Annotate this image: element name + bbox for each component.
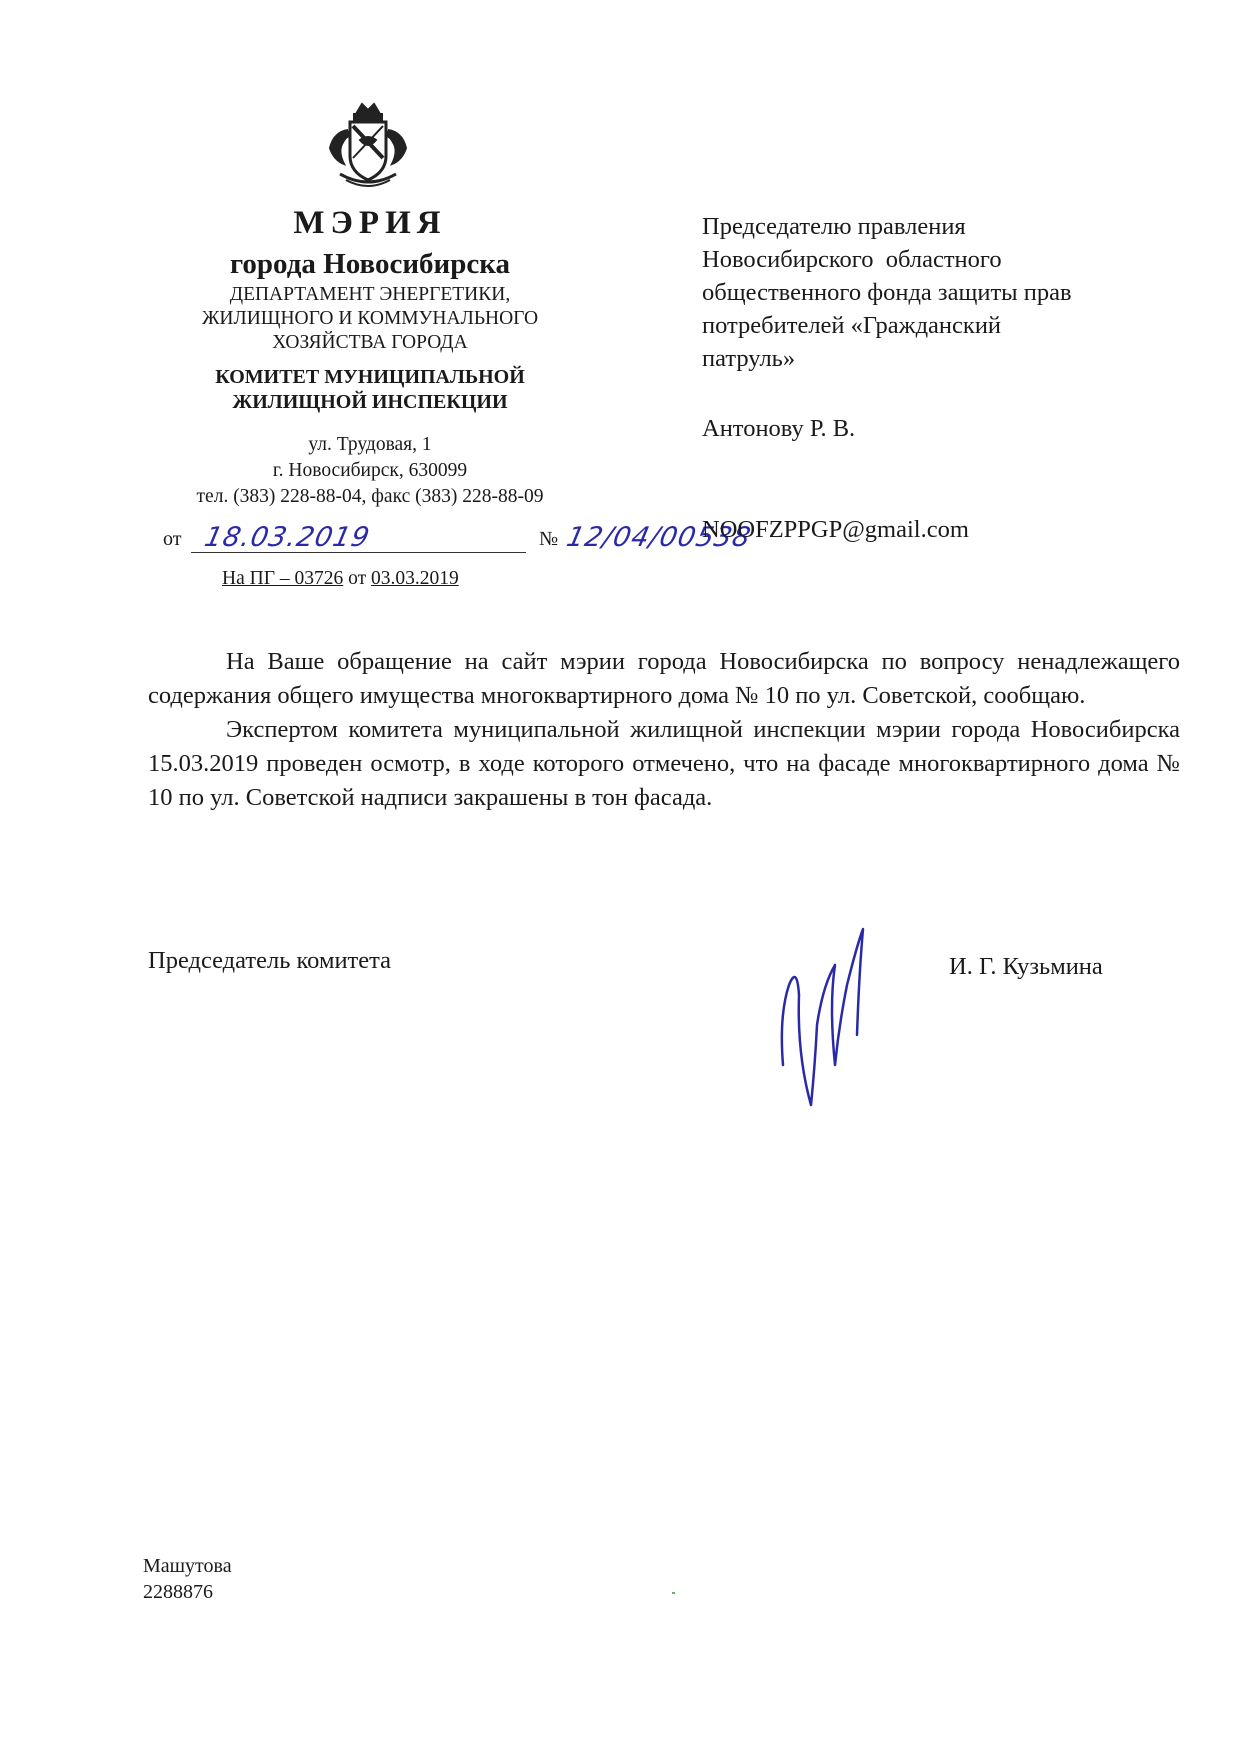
- reference-date-label: от: [348, 568, 367, 589]
- reference-number: На ПГ – 03726: [222, 568, 344, 589]
- signatory-name: И. Г. Кузьмина: [949, 953, 1103, 980]
- addressee-line: общественного фонда защиты прав: [702, 279, 1072, 306]
- addressee-block: [702, 210, 1172, 375]
- organization-title: МЭРИЯ: [293, 205, 447, 241]
- department-line: ЖИЛИЩНОГО И КОММУНАЛЬНОГО: [201, 308, 539, 329]
- committee-line: ЖИЛИЩНОЙ ИНСПЕКЦИИ: [232, 391, 508, 413]
- department-line: ХОЗЯЙСТВА ГОРОДА: [272, 332, 468, 353]
- address-street: ул. Трудовая, 1: [308, 434, 432, 455]
- signatory-position: Председатель комитета: [148, 947, 392, 974]
- incoming-reference: [222, 568, 542, 590]
- registration-line: [163, 522, 755, 556]
- scan-speck: [672, 1592, 675, 1594]
- department-name: [155, 283, 585, 355]
- letter-body: [148, 645, 1180, 815]
- address-city: г. Новосибирск, 630099: [272, 460, 468, 481]
- committee-name: [155, 365, 585, 415]
- address-phone: тел. (383) 228-88-04, факс (383) 228-88-09: [196, 486, 544, 507]
- handwritten-signature: [775, 915, 885, 1115]
- addressee-line: Новосибирского областного: [702, 246, 1002, 273]
- executor-name: Машутова: [143, 1555, 232, 1577]
- date-label: от: [163, 528, 182, 550]
- executor-info: [143, 1553, 232, 1605]
- number-label: №: [539, 528, 559, 550]
- addressee-line: патруль»: [702, 345, 796, 372]
- body-paragraph: На Ваше обращение на сайт мэрии города Новосибирска по вопросу ненадлежащего содержания общего имущества многоквартирного дома № 10 по ул. Советской, сообщаю.: [148, 648, 1180, 709]
- organization-city: города Новосибирска: [229, 248, 511, 280]
- department-line: ДЕПАРТАМЕНТ ЭНЕРГЕТИКИ,: [229, 284, 511, 305]
- addressee-line: Председателю правления: [702, 213, 966, 240]
- handwritten-number: 12/04/00538: [563, 522, 755, 553]
- addressee-line: потребителей «Гражданский: [702, 312, 1002, 339]
- reference-date: 03.03.2019: [370, 568, 459, 589]
- organization-address: [150, 432, 590, 510]
- recipient-name: Антонову Р. В.: [702, 415, 856, 442]
- recipient-email: NOOFZPPGP@gmail.com: [702, 516, 969, 543]
- coat-of-arms-emblem: [320, 100, 416, 192]
- date-field: [191, 522, 526, 553]
- body-paragraph: Экспертом комитета муниципальной жилищной инспекции мэрии города Новосибирска 15.03.2019 проведен осмотр, в ходе которого отмечено, что на фасаде многоквартирного дома № 10 по ул. Советской надписи закрашены в тон фасада.: [148, 716, 1180, 811]
- committee-line: КОМИТЕТ МУНИЦИПАЛЬНОЙ: [215, 366, 525, 388]
- executor-phone: 2288876: [143, 1581, 213, 1603]
- handwritten-date: 18.03.2019: [201, 522, 373, 553]
